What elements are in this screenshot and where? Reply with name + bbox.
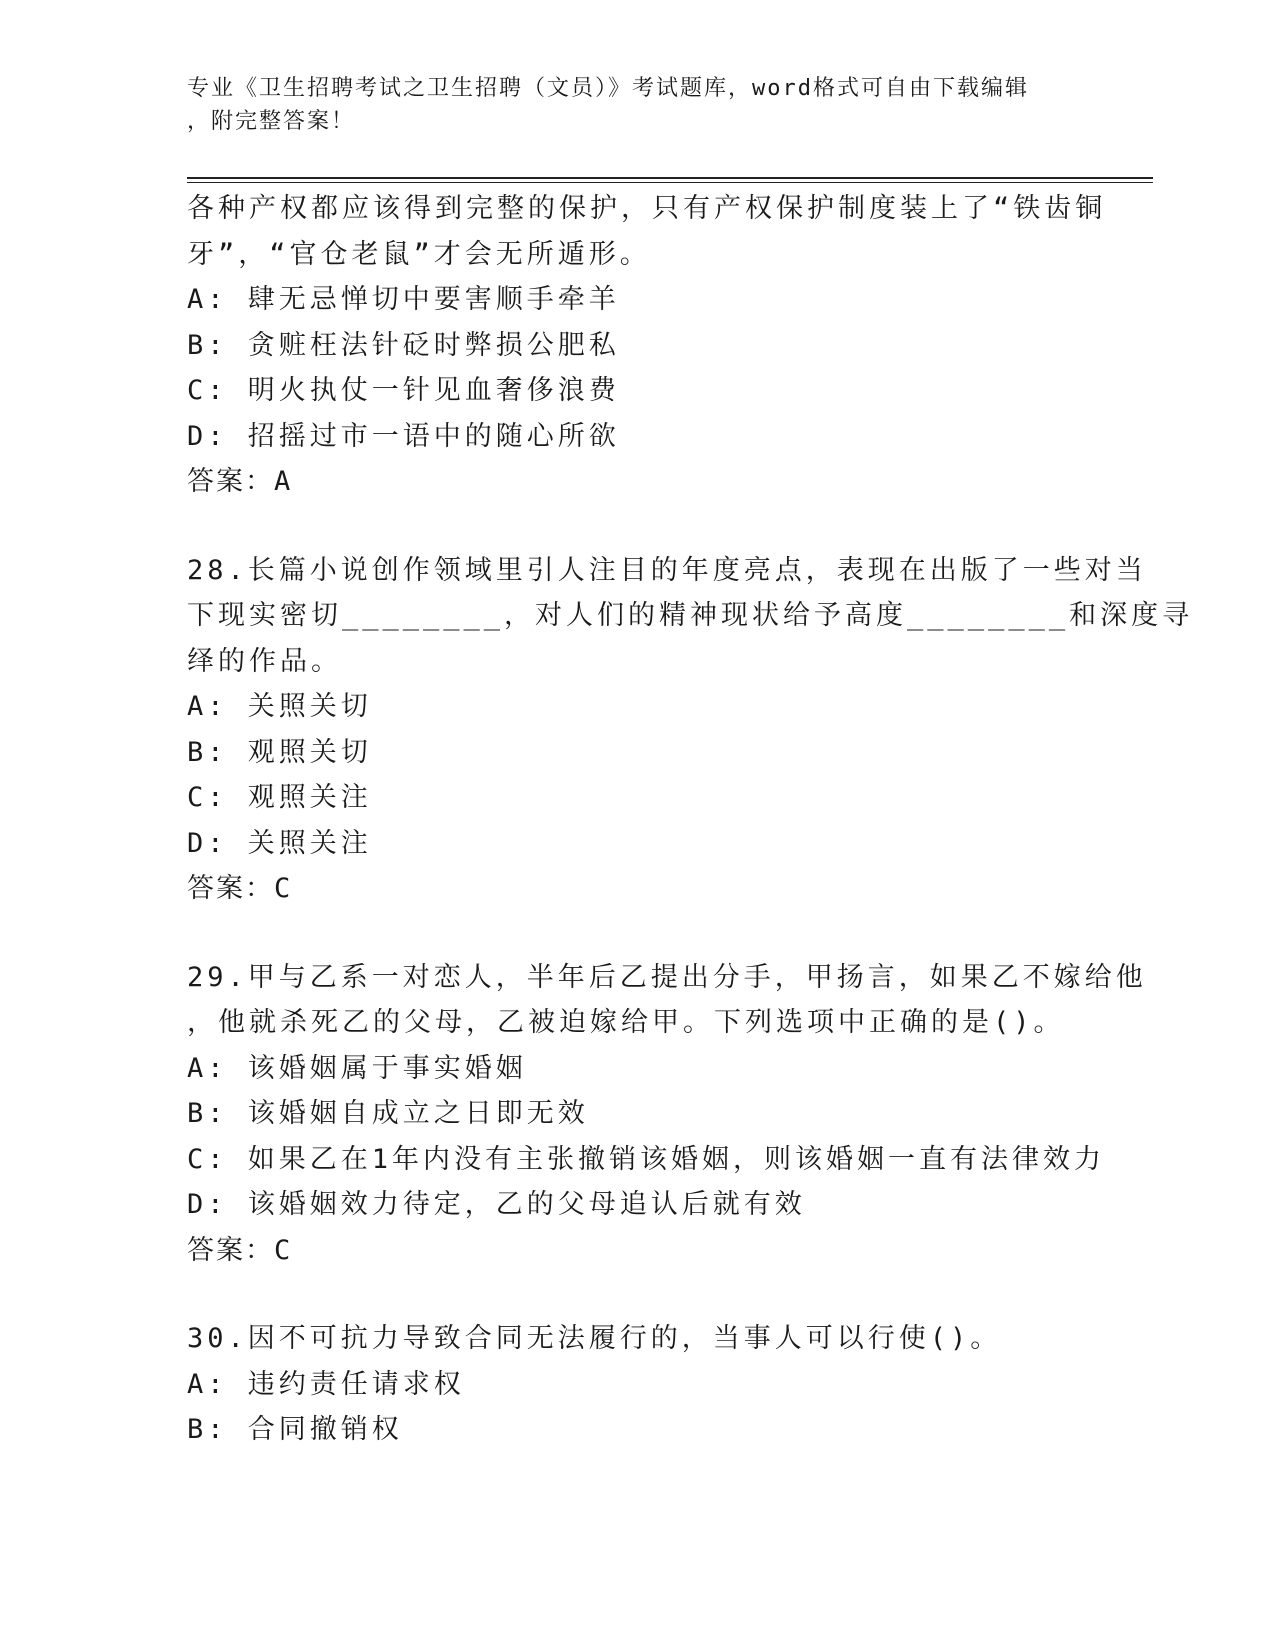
question-28 <box>187 548 1194 912</box>
option-b: B: 贪赃枉法针砭时弊损公肥私 <box>187 329 620 361</box>
question-30 <box>187 1316 1087 1453</box>
option-b: B: 合同撤销权 <box>187 1414 403 1445</box>
question-stem-line: ，他就杀死乙的父母，乙被迫嫁给甲。下列选项中正确的是()。 <box>187 1007 1065 1038</box>
answer-label: 答案： <box>187 873 274 904</box>
option-d: D: 关照关注 <box>187 827 372 859</box>
answer-value: C <box>274 1234 293 1266</box>
option-c: C: 明火执仗一针见血奢侈浪费 <box>187 375 620 406</box>
question-29 <box>187 955 1147 1274</box>
question-stem-line: 各种产权都应该得到完整的保护，只有产权保护制度装上了“铁齿铜 <box>187 193 1107 224</box>
header-divider <box>187 177 1153 183</box>
question-stem-line: 绎的作品。 <box>187 645 342 677</box>
spacer <box>187 912 1087 955</box>
question-27 <box>187 186 1107 505</box>
answer-label: 答案： <box>187 466 274 497</box>
answer-label: 答案： <box>187 1234 274 1266</box>
option-a: A: 肆无忌惮切中要害顺手牵羊 <box>187 284 620 315</box>
question-stem-line: 28.长篇小说创作领域里引人注目的年度亮点，表现在出版了一些对当 <box>187 554 1147 586</box>
answer-line <box>187 459 1087 505</box>
question-stem-line: 牙”，“官仓老鼠”才会无所遁形。 <box>187 238 651 270</box>
option-a: A: 关照关切 <box>187 691 372 722</box>
answer-value: A <box>274 466 293 497</box>
option-d: D: 该婚姻效力待定，乙的父母追认后就有效 <box>187 1189 806 1220</box>
question-stem-line: 下现实密切________，对人们的精神现状给予高度________和深度寻 <box>187 600 1194 631</box>
spacer <box>187 1273 1087 1316</box>
option-a: A: 该婚姻属于事实婚姻 <box>187 1052 527 1084</box>
header-line-1: 专业《卫生招聘考试之卫生招聘（文员）》考试题库，word格式可自由下载编辑 <box>187 76 1029 101</box>
option-a: A: 违约责任请求权 <box>187 1368 465 1400</box>
question-list <box>187 186 1194 1453</box>
header-line-2: ，附完整答案！ <box>187 109 356 134</box>
question-stem-line: 30.因不可抗力导致合同无法履行的，当事人可以行使()。 <box>187 1323 1002 1354</box>
answer-value: C <box>274 873 293 904</box>
option-d: D: 招摇过市一语中的随心所欲 <box>187 420 620 452</box>
option-c: C: 如果乙在1年内没有主张撤销该婚姻，则该婚姻一直有法律效力 <box>187 1143 1106 1175</box>
option-c: C: 观照关注 <box>187 782 372 813</box>
answer-line <box>187 1228 1087 1274</box>
page-header <box>187 72 1067 138</box>
option-b: B: 观照关切 <box>187 736 372 768</box>
spacer <box>187 505 1087 548</box>
option-b: B: 该婚姻自成立之日即无效 <box>187 1098 589 1129</box>
question-stem-line: 29.甲与乙系一对恋人，半年后乙提出分手，甲扬言，如果乙不嫁给他 <box>187 961 1147 993</box>
answer-line <box>187 866 1087 912</box>
